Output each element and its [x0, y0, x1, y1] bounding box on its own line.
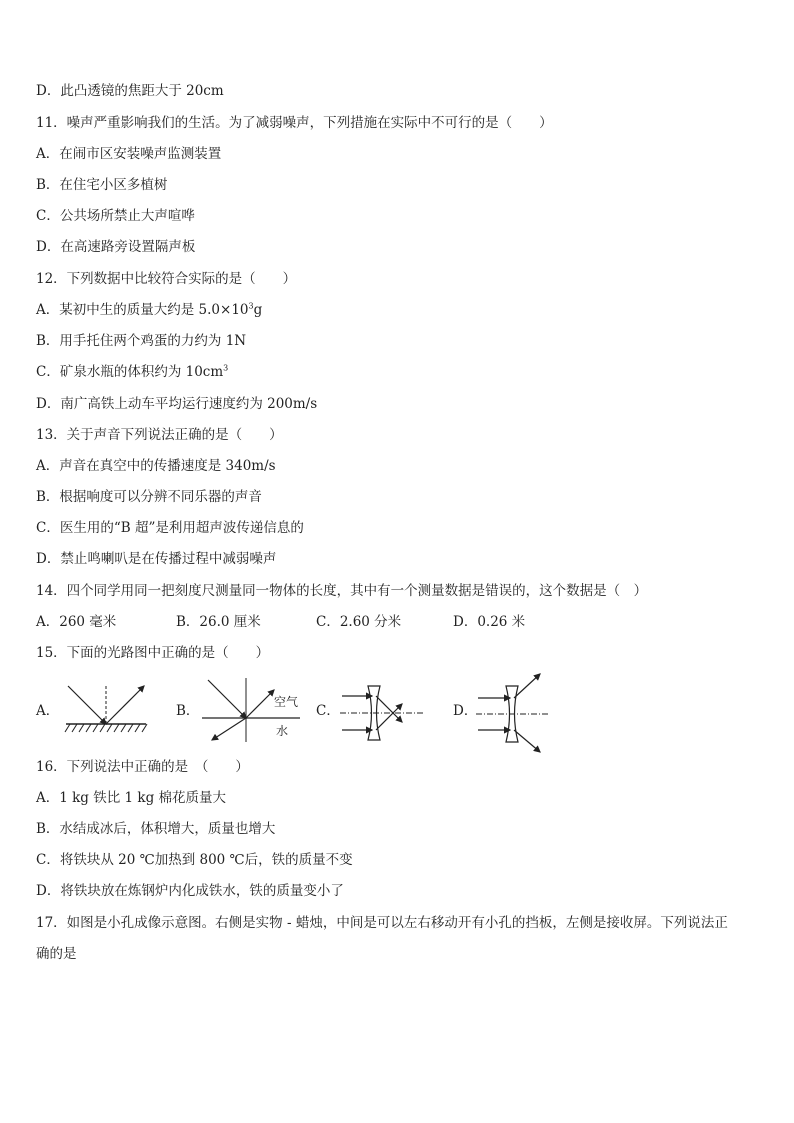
- q15-label-d: D．: [453, 703, 478, 719]
- q13-stem: 13．关于声音下列说法正确的是（ ）: [36, 427, 283, 443]
- q12-option-b: B．用手托住两个鸡蛋的力约为 1N: [36, 333, 247, 349]
- q12-option-a: A．某初中生的质量大约是 $5.0\times 10^3g$: [36, 301, 263, 318]
- q16-option-d: D．将铁块放在炼钢炉内化成铁水，铁的质量变小了: [36, 883, 344, 899]
- q15-figure-c: [340, 684, 426, 742]
- q15-figb-water-label: 水: [276, 724, 289, 738]
- q14-option-a: A．260 毫米: [36, 614, 117, 630]
- q17-stem-line2: 确的是: [36, 946, 77, 962]
- q12-stem: 12．下列数据中比较符合实际的是（ ）: [36, 271, 297, 287]
- q11-option-d: D．在高速路旁设置隔声板: [36, 239, 196, 255]
- q15-figb-air-label: 空气: [274, 695, 299, 709]
- q11-option-c: C．公共场所禁止大声喧哗: [36, 208, 195, 224]
- q12-option-c: C．矿泉水瓶的体积约为 $10cm^3$: [36, 363, 229, 380]
- q15-label-c: C．: [316, 703, 340, 719]
- q13-option-d: D．禁止鸣喇叭是在传播过程中减弱噪声: [36, 551, 277, 567]
- q15-figure-d: [476, 670, 552, 754]
- q14-option-b: B．26.0 厘米: [176, 614, 261, 630]
- q16-stem: 16．下列说法中正确的是 （ ）: [36, 759, 249, 775]
- q16-option-b: B．水结成冰后，体积增大，质量也增大: [36, 821, 276, 837]
- q14-option-d: D．0.26 米: [453, 614, 526, 630]
- q16-option-a: A．1 kg 铁比 1 kg 棉花质量大: [36, 790, 227, 806]
- q16-option-c: C．将铁块从 20 ℃加热到 800 ℃后，铁的质量不变: [36, 852, 353, 868]
- q11-option-a: A．在闹市区安装噪声监测装置: [36, 146, 222, 162]
- q14-stem: 14．四个同学用同一把刻度尺测量同一物体的长度，其中有一个测量数据是错误的，这个数据是（ ）: [36, 583, 648, 599]
- q17-stem-line1: 17．如图是小孔成像示意图。右侧是实物 - 蜡烛，中间是可以左右移动开有小孔的挡板，左侧是接收屏。下列说法正: [36, 915, 728, 931]
- q15-label-b: B．: [176, 703, 200, 719]
- q15-figure-a: [60, 680, 152, 738]
- q12-option-d: D．南广高铁上动车平均运行速度约为 200m/s: [36, 396, 318, 412]
- q11-option-b: B．在住宅小区多植树: [36, 177, 168, 193]
- q15-stem: 15．下面的光路图中正确的是（ ）: [36, 645, 270, 661]
- q13-option-b: B．根据响度可以分辨不同乐器的声音: [36, 489, 262, 505]
- q13-option-c: C．医生用的“B 超”是利用超声波传递信息的: [36, 520, 304, 536]
- q11-stem: 11．噪声严重影响我们的生活。为了减弱噪声，下列措施在实际中不可行的是（ ）: [36, 115, 553, 131]
- q10-option-d: D．此凸透镜的焦距大于 20cm: [36, 83, 224, 99]
- q15-label-a: A．: [36, 703, 60, 719]
- q14-option-c: C．2.60 分米: [316, 614, 402, 630]
- q13-option-a: A．声音在真空中的传播速度是 340m/s: [36, 458, 276, 474]
